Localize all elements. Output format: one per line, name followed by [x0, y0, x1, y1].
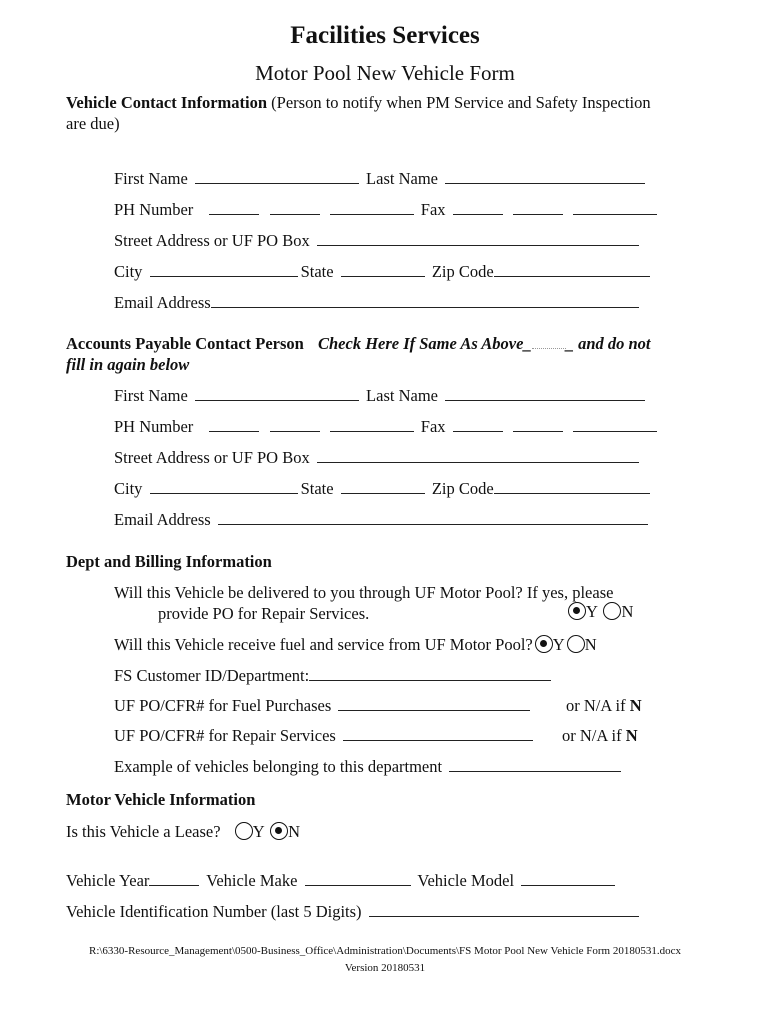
db-example-field[interactable]: [449, 757, 621, 772]
ap-first-name-field[interactable]: [195, 386, 359, 401]
mv-vin-row: [66, 902, 642, 922]
ap-last-name-field[interactable]: [445, 386, 645, 401]
ap-zip-field[interactable]: [494, 479, 650, 494]
motor-vehicle-heading: Motor Vehicle Information: [66, 790, 256, 809]
ap-zip-label: Zip Code: [431, 479, 494, 498]
ap-ph-label: PH Number: [114, 417, 194, 436]
mv-year-label: Vehicle Year: [66, 871, 150, 890]
ap-fax-line-field[interactable]: [573, 417, 657, 432]
ap-do-not: and do not: [578, 334, 651, 353]
vc-city-row: [114, 262, 653, 282]
vehicle-contact-heading-row: [66, 93, 651, 113]
mv-lease-no-radio[interactable]: [270, 822, 288, 840]
vehicle-contact-note: (Person to notify when PM Service and Safety Inspection: [271, 93, 651, 112]
db-q1-yes-radio[interactable]: [568, 602, 586, 620]
db-fuel-na: [566, 696, 642, 716]
db-fuel-row: [114, 696, 533, 716]
footer-path: R:\6330-Resource_Management\0500-Business_Office\Administration\Documents\FS Motor Pool New Vehicle Form 20180531.docx: [88, 945, 681, 957]
vc-email-label: Email Address: [114, 293, 211, 312]
page-title: Facilities Services: [290, 22, 480, 49]
ap-first-name-label: First Name: [114, 386, 188, 405]
ap-email-row: [114, 510, 651, 530]
ap-ph-area-field[interactable]: [209, 417, 259, 432]
ap-phone-row: [114, 417, 660, 437]
ap-heading: Accounts Payable Contact Person: [66, 334, 304, 353]
vc-last-name-label: Last Name: [366, 169, 438, 188]
vc-fax-area-field[interactable]: [453, 200, 503, 215]
vc-first-name-field[interactable]: [195, 169, 359, 184]
db-q1-no-radio[interactable]: [603, 602, 621, 620]
vc-street-row: [114, 231, 642, 251]
vc-ph-area-field[interactable]: [209, 200, 259, 215]
ap-state-field[interactable]: [341, 479, 425, 494]
db-q1-yes-label: Y: [586, 602, 598, 621]
mv-lease-yes-label: Y: [252, 822, 264, 841]
vc-ph-prefix-field[interactable]: [270, 200, 320, 215]
ap-fax-area-field[interactable]: [453, 417, 503, 432]
ap-ph-prefix-field[interactable]: [270, 417, 320, 432]
mv-lease-yes-radio[interactable]: [235, 822, 253, 840]
db-example-label: Example of vehicles belonging to this department: [114, 757, 443, 776]
ap-state-label: State: [300, 479, 334, 498]
vc-ph-line-field[interactable]: [330, 200, 414, 215]
vc-fax-prefix-field[interactable]: [513, 200, 563, 215]
mv-model-label: Vehicle Model: [417, 871, 515, 890]
db-q2-yes-radio[interactable]: [535, 635, 553, 653]
vc-state-field[interactable]: [341, 262, 425, 277]
mv-vehicle-row: [66, 871, 618, 891]
mv-vin-label: Vehicle Identification Number (last 5 Digits): [66, 902, 362, 921]
vc-street-label: Street Address or UF PO Box: [114, 231, 310, 250]
db-repair-na-letter: N: [625, 726, 638, 745]
vc-email-row: [114, 293, 642, 313]
db-q2-row: [114, 635, 597, 655]
db-q1-line1: Will this Vehicle be delivered to you through UF Motor Pool? If yes, please: [114, 583, 614, 602]
vc-fax-line-field[interactable]: [573, 200, 657, 215]
vc-state-label: State: [300, 262, 334, 281]
vc-email-field[interactable]: [211, 293, 639, 308]
db-fuel-label: UF PO/CFR# for Fuel Purchases: [114, 696, 332, 715]
vc-last-name-field[interactable]: [445, 169, 645, 184]
vc-first-name-label: First Name: [114, 169, 188, 188]
ap-ph-line-field[interactable]: [330, 417, 414, 432]
dept-billing-heading: Dept and Billing Information: [66, 552, 272, 571]
db-customer-label: FS Customer ID/Department:: [114, 666, 310, 685]
ap-same-checkbox[interactable]: [532, 336, 566, 349]
vehicle-contact-note-cont: are due): [66, 114, 120, 133]
db-example-row: [114, 757, 624, 777]
db-customer-row: [114, 666, 554, 686]
ap-fax-prefix-field[interactable]: [513, 417, 563, 432]
ap-city-row: [114, 479, 653, 499]
db-q2-no-radio[interactable]: [567, 635, 585, 653]
ap-fax-label: Fax: [420, 417, 446, 436]
ap-street-row: [114, 448, 642, 468]
ap-heading-row: Accounts Payable Contact Person Check Here If Same As Above_ _ and do not: [66, 334, 651, 353]
vc-fax-label: Fax: [420, 200, 446, 219]
ap-email-label: Email Address: [114, 510, 211, 529]
db-repair-na-prefix: or N/A if: [562, 726, 622, 745]
mv-make-label: Vehicle Make: [206, 871, 298, 890]
db-repair-label: UF PO/CFR# for Repair Services: [114, 726, 336, 745]
ap-city-field[interactable]: [150, 479, 298, 494]
ap-street-field[interactable]: [317, 448, 639, 463]
vehicle-contact-heading: Vehicle Contact Information: [66, 93, 268, 112]
db-fuel-na-letter: N: [629, 696, 642, 715]
db-q2-label: Will this Vehicle receive fuel and service from UF Motor Pool?: [114, 635, 533, 654]
vc-zip-label: Zip Code: [431, 262, 494, 281]
mv-make-field[interactable]: [305, 871, 411, 886]
vc-street-field[interactable]: [317, 231, 639, 246]
ap-check-same-label: Check Here If Same As Above: [317, 334, 524, 353]
vc-ph-label: PH Number: [114, 200, 194, 219]
ap-email-field[interactable]: [218, 510, 648, 525]
mv-vin-field[interactable]: [369, 902, 639, 917]
db-fuel-na-prefix: or N/A if: [566, 696, 626, 715]
form-subtitle: Motor Pool New Vehicle Form: [255, 61, 515, 85]
ap-name-row: [114, 386, 648, 406]
vc-city-field[interactable]: [150, 262, 298, 277]
db-customer-field[interactable]: [309, 666, 551, 681]
mv-lease-no-label: N: [288, 822, 301, 841]
ap-city-label: City: [114, 479, 143, 498]
db-q2-no-label: N: [584, 635, 597, 654]
db-q1-options: [566, 602, 633, 622]
mv-model-field[interactable]: [521, 871, 615, 886]
db-repair-field[interactable]: [343, 726, 533, 741]
db-q2-yes-label: Y: [552, 635, 565, 654]
vc-name-row: [114, 169, 648, 189]
db-repair-na: [562, 726, 638, 746]
mv-lease-row: [66, 822, 300, 842]
ap-street-label: Street Address or UF PO Box: [114, 448, 310, 467]
footer-version: Version 20180531: [344, 962, 426, 974]
db-q1-line2: provide PO for Repair Services.: [158, 604, 370, 623]
ap-last-name-label: Last Name: [366, 386, 438, 405]
db-fuel-field[interactable]: [338, 696, 530, 711]
vc-phone-row: [114, 200, 660, 220]
db-q1-no-label: N: [621, 602, 634, 621]
mv-lease-label: Is this Vehicle a Lease?: [66, 822, 221, 841]
db-repair-row: [114, 726, 536, 746]
vc-zip-field[interactable]: [494, 262, 650, 277]
ap-fill-again: fill in again below: [66, 355, 190, 374]
mv-year-field[interactable]: [149, 871, 199, 886]
vc-city-label: City: [114, 262, 143, 281]
